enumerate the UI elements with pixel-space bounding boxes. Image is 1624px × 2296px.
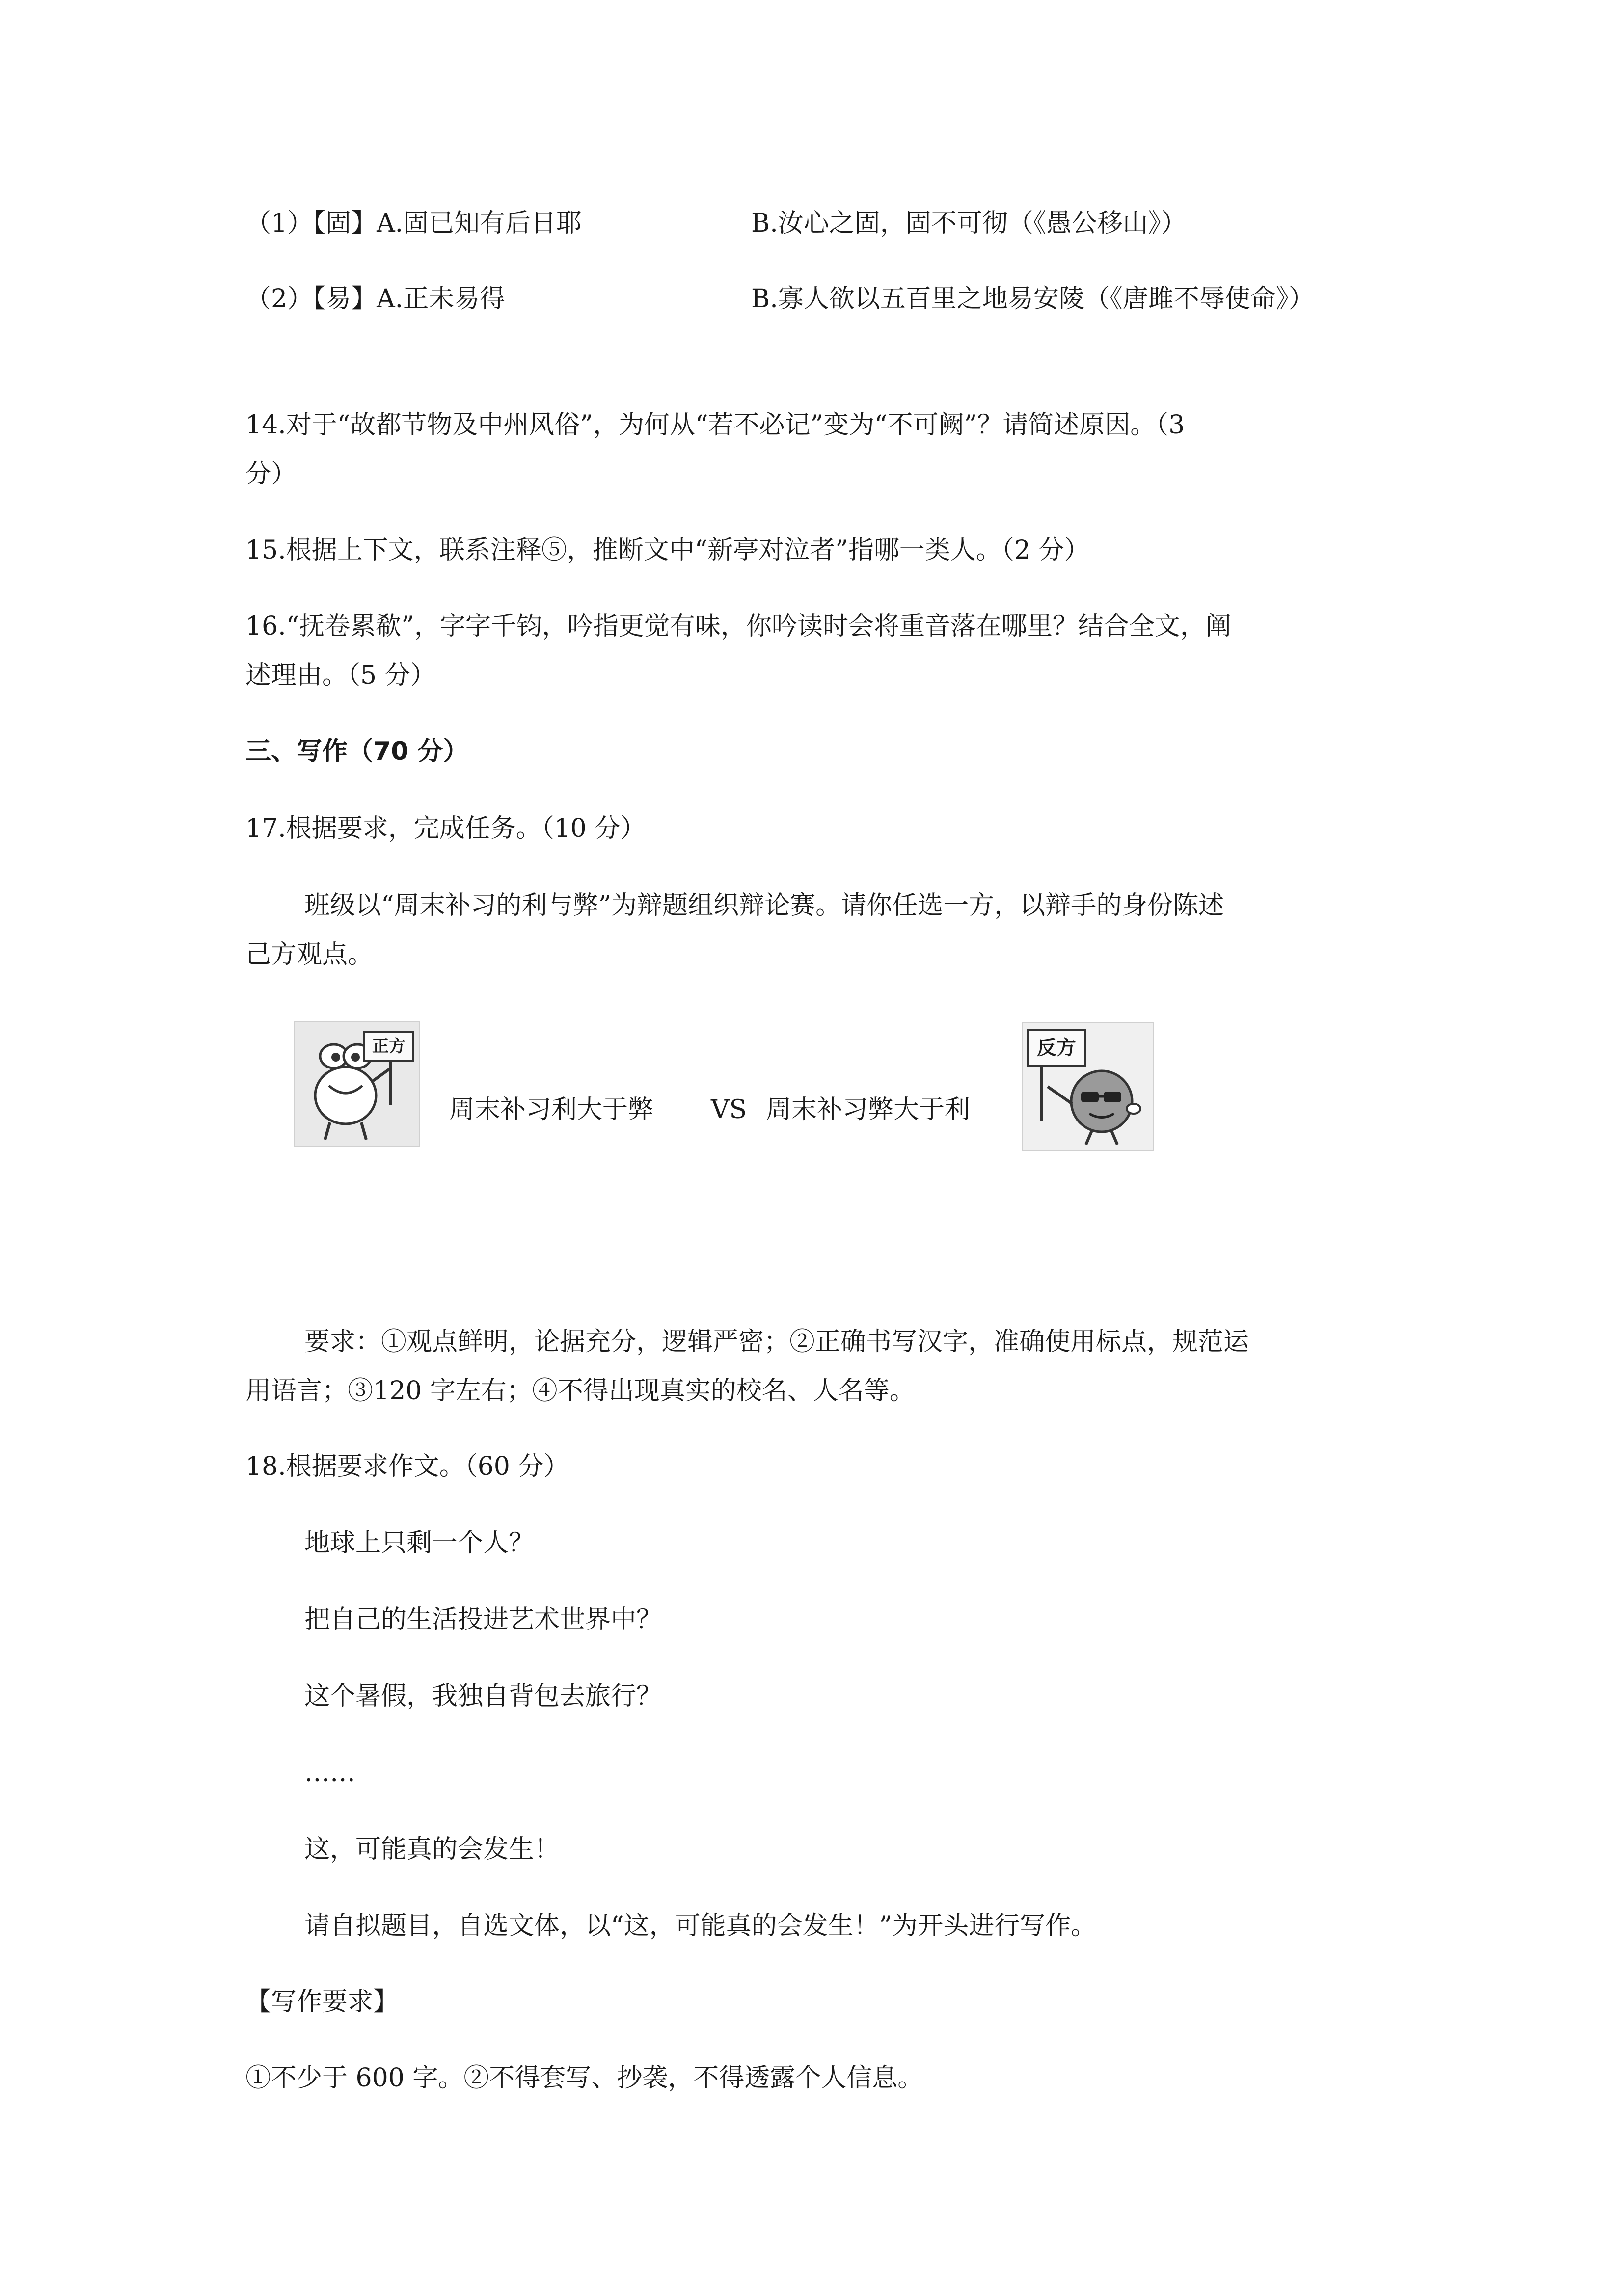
q18-line-2: 把自己的生活投进艺术世界中？ xyxy=(304,1605,662,1634)
q18-line-3: 这个暑假，我独自背包去旅行？ xyxy=(304,1682,662,1711)
q14-line1: 14.对于“故都节物及中州风俗”，为何从“若不必记”变为“不可阙”？请简述原因。（3 xyxy=(245,410,1185,440)
q13-item2-b: B.寡人欲以五百里之地易安陵（《唐雎不辱使命》） xyxy=(751,284,1314,314)
pro-side-label: 周末补习利大于弊 xyxy=(449,1095,654,1124)
vs-label: VS xyxy=(711,1095,747,1124)
q17-title: 17.根据要求，完成任务。（10 分） xyxy=(245,814,646,843)
q13-item1-b: B.汝心之固，固不可彻（《愚公移山》） xyxy=(751,209,1187,238)
q17-prompt-line1: 班级以“周末补习的利与弊”为辩题组织辩论赛。请你任选一方，以辩手的身份陈述 xyxy=(304,891,1224,920)
q18-line-1: 地球上只剩一个人？ xyxy=(304,1528,535,1558)
q17-req-line2: 用语言；③120 字左右；④不得出现真实的校名、人名等。 xyxy=(245,1376,915,1406)
q13-item1-a: （1）【固】A.固已知有后日耶 xyxy=(245,209,582,238)
q14-line2: 分） xyxy=(245,459,297,489)
con-side-illustration xyxy=(1022,1022,1154,1151)
q15-text: 15.根据上下文，联系注释⑤，推断文中“新亭对泣者”指哪一类人。（2 分） xyxy=(245,535,1090,565)
pro-sign: 正方 xyxy=(363,1031,414,1062)
section-3-title: 三、写作（70 分） xyxy=(245,737,469,766)
q18-req-title: 【写作要求】 xyxy=(245,1987,399,2017)
con-sign: 反方 xyxy=(1027,1029,1086,1067)
q16-line2: 述理由。（5 分） xyxy=(245,661,436,690)
q18-line-5: 这，可能真的会发生！ xyxy=(304,1835,560,1864)
q18-title: 18.根据要求作文。（60 分） xyxy=(245,1452,569,1481)
q18-instruction: 请自拟题目，自选文体，以“这，可能真的会发生！”为开头进行写作。 xyxy=(304,1911,1097,1941)
pro-side-illustration xyxy=(294,1021,420,1147)
con-side-label: 周末补习弊大于利 xyxy=(766,1095,971,1124)
q17-req-line1: 要求：①观点鲜明，论据充分，逻辑严密；②正确书写汉字，准确使用标点，规范运 xyxy=(304,1327,1249,1357)
q18-line-4: …… xyxy=(304,1758,355,1788)
q18-req-text: ①不少于 600 字。②不得套写、抄袭，不得透露个人信息。 xyxy=(245,2063,923,2093)
q16-line1: 16.“抚卷累欷”，字字千钧，吟指更觉有味，你吟读时会将重音落在哪里？结合全文，阐 xyxy=(245,612,1231,641)
q17-prompt-line2: 己方观点。 xyxy=(245,940,374,969)
q13-item2-a: （2）【易】A.正未易得 xyxy=(245,284,506,314)
